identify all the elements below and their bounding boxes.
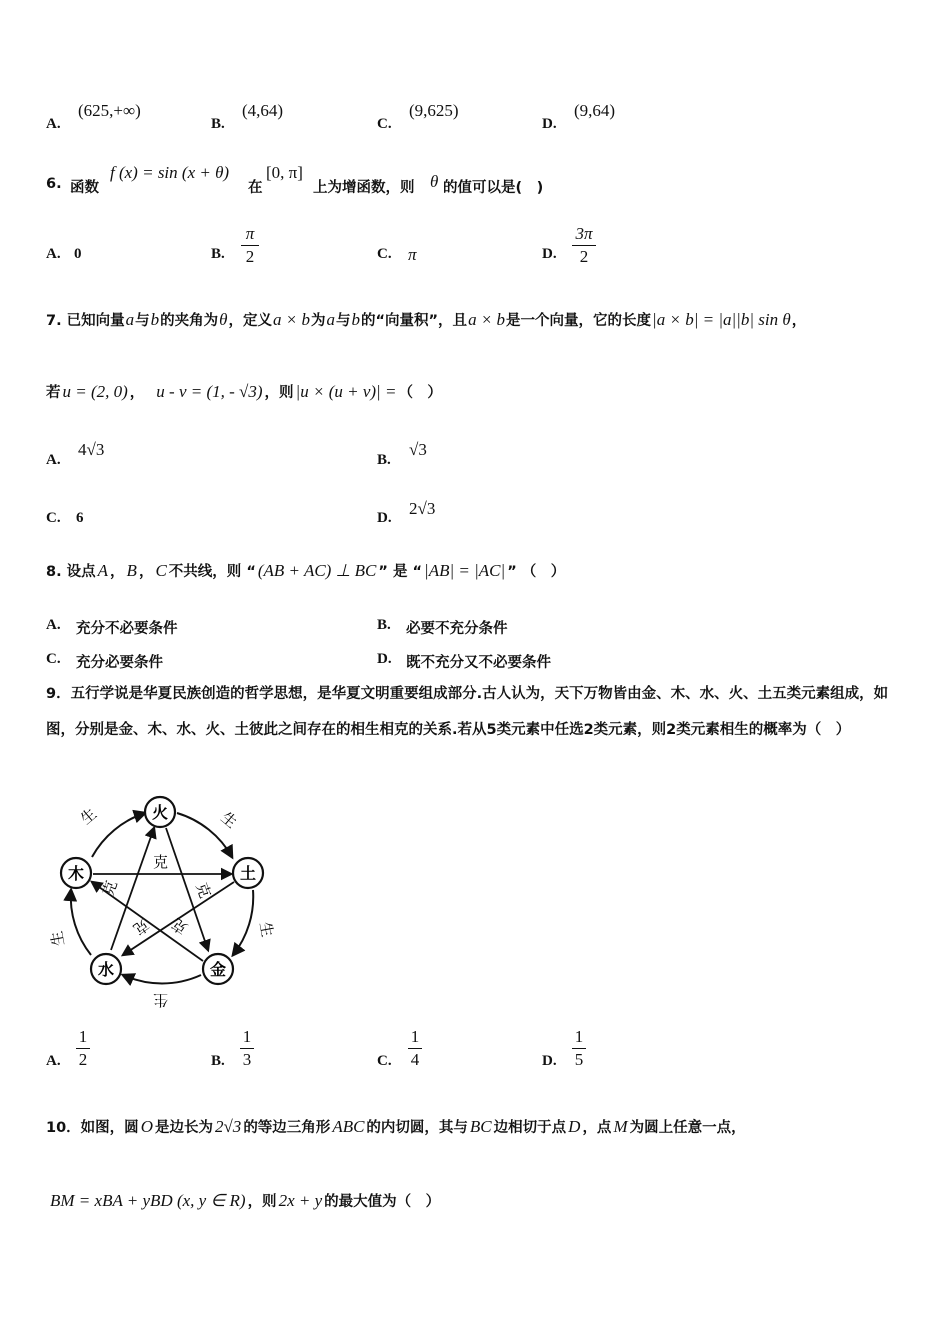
q7-segment: u - v = (1, - √3) [156,382,263,401]
q10-segment: 的内切圆，其与 [366,1120,468,1136]
q8-option-c-value: 充分必要条件 [76,655,163,671]
q10-line-1 [46,1116,746,1137]
q6-text-4: 的值可以是( ) [443,180,544,196]
q6-option-c-value: π [408,245,417,264]
ke-label: 克 [98,878,121,899]
q6-option-a-label: A. [46,246,61,262]
q9-option-c-numerator: 1 [410,1027,420,1046]
q9-option-c-label: C. [377,1053,392,1069]
q8-segment: C [155,561,167,580]
q9-option-c-denominator: 4 [410,1050,420,1069]
q7-option-d-value: 2√3 [409,499,436,518]
q7-segment: ，定义 [228,313,273,329]
q7-option-d-label: D. [377,510,392,526]
node-jin-label: 金 [209,960,227,979]
fraction-bar [241,245,259,246]
sheng-label: 生 [217,808,241,832]
q10-segment: 边相切于点 [493,1120,567,1136]
q7-option-b-value: √3 [409,440,427,459]
q7-option-c-value: 6 [76,510,84,526]
q7-segment: |a × b| = |a||b| sin θ [652,310,791,329]
q7-segment: 的夹角为 [160,313,219,329]
q7-segment: θ [219,310,228,329]
q10-segment: 为圆上任意一点， [629,1120,746,1136]
q10-segment: 是边长为 [154,1120,213,1136]
q7-segment: 若 [46,385,61,401]
wuxing-diagram [47,795,290,1015]
q7-segment: 为 [311,313,326,329]
q6-function: f (x) = sin (x + θ) [110,163,230,182]
node-tu-label: 土 [239,864,257,883]
q6-option-d-numerator: 3π [575,224,593,243]
node-shui-label: 水 [97,960,115,979]
q6-text-3: 上为增函数，则 [313,180,415,196]
q8-segment: ” （ ） [507,564,566,580]
q10-segment: ，点 [582,1120,612,1136]
q7-segment: |u × (u + v)| = [295,382,397,401]
q5-option-c-label: C. [377,116,392,132]
q7-segment: ，则 [264,385,294,401]
q9-option-a-denominator: 2 [78,1050,88,1069]
q7-segment: ， [129,385,145,401]
q8-option-b-value: 必要不充分条件 [406,621,508,637]
q7-segment: 与 [336,313,351,329]
q10-segment: D [568,1117,581,1136]
q10-segment: 的最大值为（ ） [324,1194,441,1210]
fraction-bar [572,245,596,246]
q8-segment: |AB| = |AC| [424,561,506,580]
q6-option-b-denominator: 2 [245,247,255,266]
q5-option-d-label: D. [542,116,557,132]
fraction-bar [408,1048,422,1049]
q7-option-a-value: 4√3 [78,440,105,459]
q10-segment: ABC [332,1117,365,1136]
q9-option-b-fraction [240,1027,254,1070]
q7-option-c-label: C. [46,510,61,526]
q7-segment: u = (2, 0) [62,382,128,401]
q10-segment: 10．如图，圆 [46,1120,139,1136]
q9-option-a-numerator: 1 [78,1027,88,1046]
q5-option-b-label: B. [211,116,225,132]
q10-segment: ，则 [247,1194,277,1210]
q9-option-b-denominator: 3 [242,1050,252,1069]
q7-line-2 [46,381,442,402]
ke-label: 克 [153,853,169,871]
q6-number: 6. [46,176,62,192]
q7-segment: a × b [273,310,310,329]
q7-segment: 是一个向量，它的长度 [506,313,652,329]
q9-option-b-label: B. [211,1053,225,1069]
fraction-bar [572,1048,586,1049]
q10-line-2 [50,1190,440,1211]
q9-option-a-label: A. [46,1053,61,1069]
q9-option-d-fraction [572,1027,586,1070]
q7-segment: 7. 已知向量 [46,313,125,329]
q5-option-a-value: (625,+∞) [78,101,141,120]
q9-option-b-numerator: 1 [242,1027,252,1046]
q8-option-b-label: B. [377,617,391,633]
q8-segment: B [126,561,137,580]
q8-option-d-label: D. [377,651,392,667]
q8-segment: ， [110,564,125,580]
q9-option-d-denominator: 5 [574,1050,584,1069]
q5-option-a-label: A. [46,116,61,132]
q7-line-1 [46,309,806,330]
q7-segment: 与 [135,313,150,329]
q9-option-a-fraction [76,1027,90,1070]
node-mu-label: 木 [67,864,85,883]
ke-label: 克 [129,915,153,939]
q6-option-a-value: 0 [74,246,82,262]
q6-option-d-denominator: 2 [579,247,589,266]
q7-segment: a × b [468,310,506,329]
q10-segment: BC [469,1117,492,1136]
q8-segment: 不共线，则 “ [168,564,256,580]
q10-segment: 的等边三角形 [243,1120,331,1136]
q9-option-d-numerator: 1 [574,1027,584,1046]
q5-option-c-value: (9,625) [409,101,459,120]
ke-label: 克 [192,880,215,901]
q8-segment: ， [138,564,154,580]
sheng-label: 生 [47,929,68,948]
q10-segment: O [140,1117,153,1136]
q6-text-1: 函数 [70,180,99,196]
q7-segment: a [326,310,335,329]
q9-option-d-label: D. [542,1053,557,1069]
q8-segment: 8. 设点 [46,564,96,580]
q6-option-b-label: B. [211,246,225,262]
q6-theta: θ [430,172,439,191]
ke-labels [99,853,214,938]
q8-option-c-label: C. [46,651,61,667]
q10-segment: 2x + y [278,1191,323,1210]
q6-text-2: 在 [248,180,263,196]
q8-option-a-label: A. [46,617,61,633]
q8-option-a-value: 充分不必要条件 [76,621,178,637]
q6-interval: [0, π] [266,163,303,182]
q8-line [46,560,565,581]
q10-segment: BM = xBA + yBD (x, y ∈ R) [50,1191,246,1210]
q5-option-b-value: (4,64) [242,101,284,120]
q6-option-d-fraction [572,224,596,267]
arc-shui-mu [71,890,91,955]
q6-option-b-fraction [241,224,259,267]
arc-jin-shui [123,975,201,983]
sheng-label: 生 [256,920,277,939]
q7-option-a-label: A. [46,452,61,468]
sheng-label: 生 [77,804,101,829]
node-huo-label: 火 [151,803,169,822]
q7-segment: （ ） [398,385,442,401]
sheng-labels [48,805,277,1009]
q7-segment: b [150,310,160,329]
q8-segment: (AB + AC) ⊥ BC [257,561,377,580]
q6-option-b-numerator: π [245,224,255,243]
fraction-bar [240,1048,254,1049]
q7-segment: a [125,310,135,329]
q10-segment: 2√3 [214,1117,242,1136]
q7-segment: 的“向量积”，且 [361,313,468,329]
sheng-label: 生 [152,991,168,1009]
q9-option-c-fraction [408,1027,422,1070]
q9-text: 9．五行学说是华夏民族创造的哲学思想，是华夏文明重要组成部分.古人认为，天下万物皆由金、木、水、火、土五类元素组成，如图，分别是金、木、水、火、土彼此之间存在的相生相克的关系.若从5类元素中任选2类元素，则2类元素相生的概率为（ ） [46,686,889,738]
q8-segment: A [97,561,109,580]
arc-mu-huo [92,813,145,857]
q7-segment: b [351,310,360,329]
q6-option-d-label: D. [542,246,557,262]
q7-segment: ， [791,313,807,329]
q7-option-b-label: B. [377,452,391,468]
ke-label: 克 [168,914,192,938]
q8-option-d-value: 既不充分又不必要条件 [406,655,551,671]
q10-segment: M [613,1117,628,1136]
q8-segment: ” 是 “ [378,564,423,580]
q6-option-c-label: C. [377,246,392,262]
arc-tu-jin [233,890,253,955]
q5-option-d-value: (9,64) [574,101,616,120]
fraction-bar [76,1048,90,1049]
